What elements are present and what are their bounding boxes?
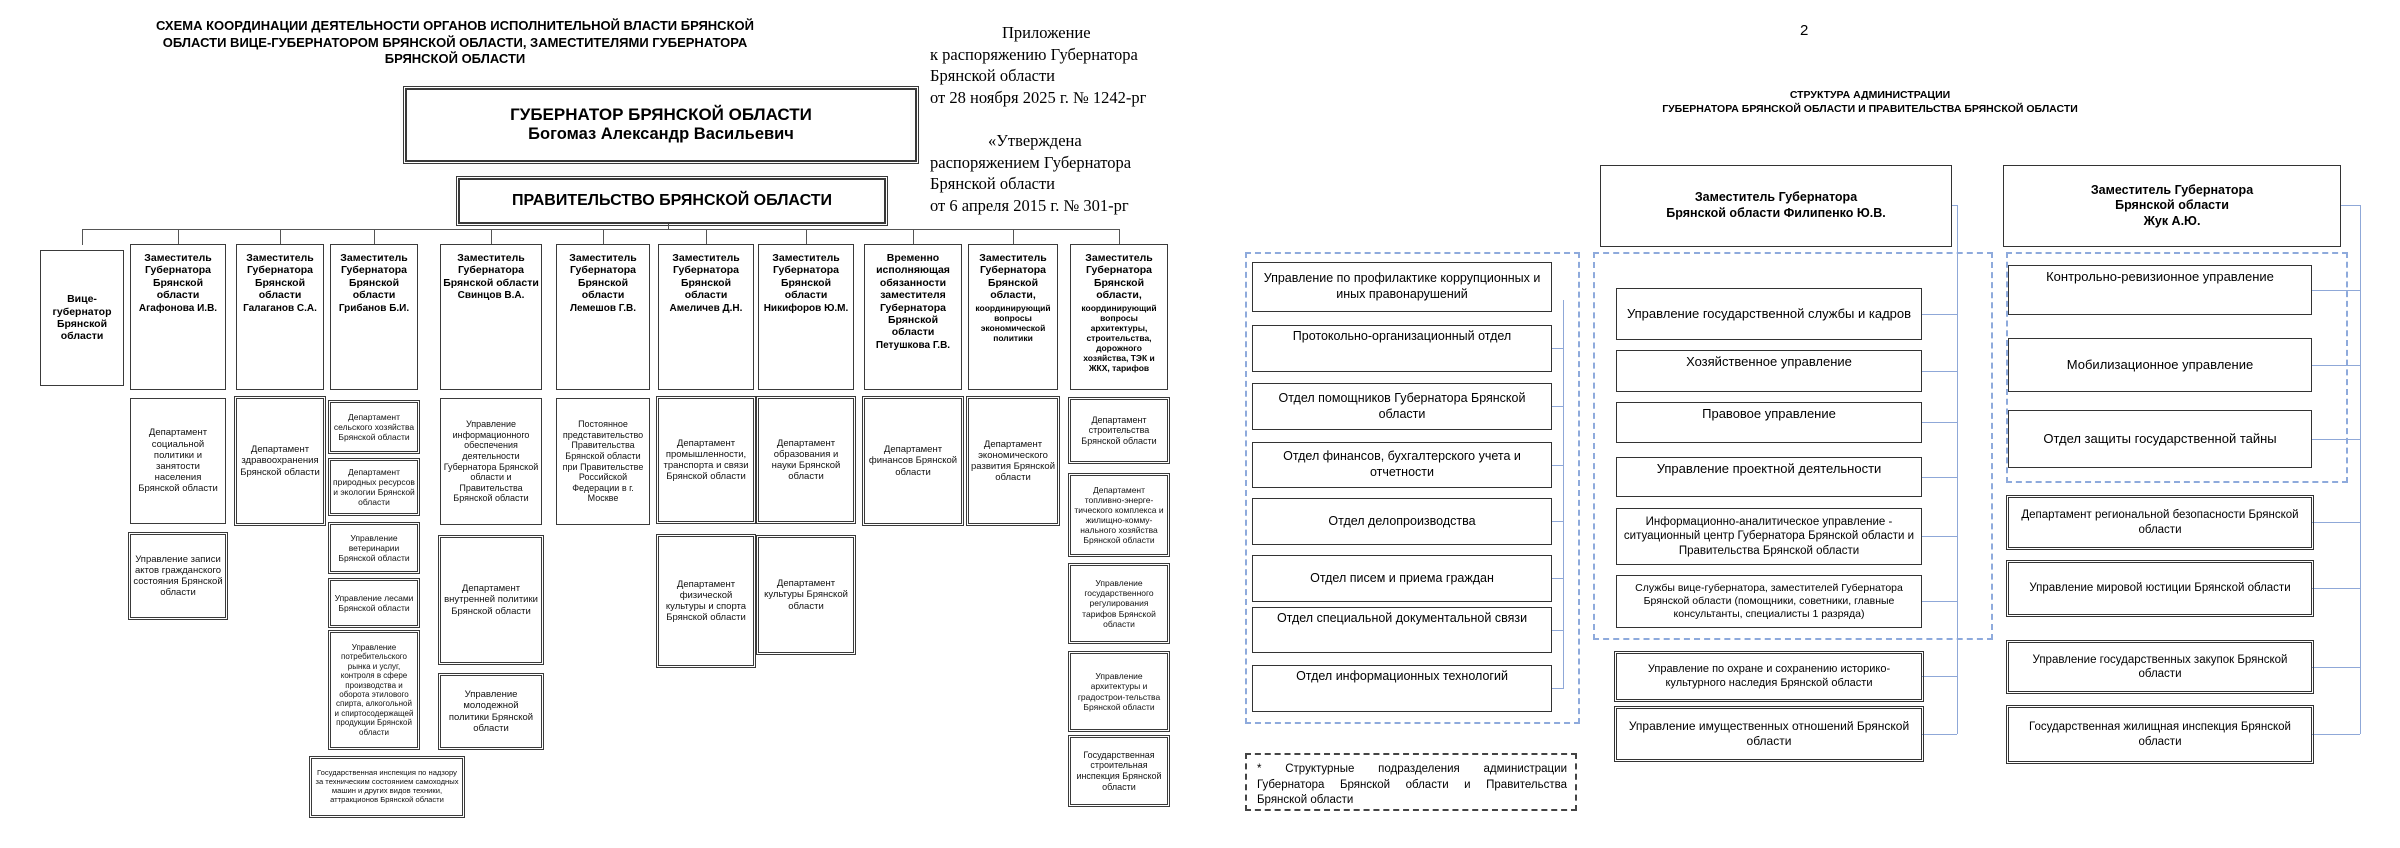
connector-line: [913, 229, 914, 245]
legend-box: [1245, 753, 1577, 811]
deputy-name: Свинцов В.А.: [457, 290, 525, 302]
annex-line: распоряжением Губернатора: [930, 152, 1132, 172]
department-label: Управление потребительского рынка и услуг, контроля в сфере производства и оборота этилового спирта, алкогольной и спиртосодержащей продукции Брянской области: [334, 642, 414, 737]
connector-line: [2341, 205, 2360, 206]
unit-box: [1616, 653, 1922, 700]
deputy-title: Заместитель Губернатора Брянской области,: [1085, 252, 1153, 302]
governor-title: ГУБЕРНАТОР БРЯНСКОЙ ОБЛАСТИ: [510, 105, 812, 125]
department-label: Управление информационного обеспечения деятельности Губернатора Брянской области и Правительства Брянской области: [443, 419, 539, 504]
department-label: Департамент внутренней политики Брянской области: [444, 583, 538, 617]
right-chart-title: [1570, 88, 2170, 116]
deputy-title: Заместитель Губернатора: [2090, 182, 2254, 197]
right-title-line1: СТРУКТУРА АДМИНИСТРАЦИИ: [1789, 89, 1951, 101]
deputy-box-zhuk: [2003, 165, 2341, 247]
unit-label: Правовое управление: [1702, 406, 1836, 421]
unit-box: [2008, 265, 2312, 315]
department-box: [758, 537, 854, 653]
deputy-box-amelichev: [658, 244, 754, 390]
deputy-note: координирующий вопросы экономической политики: [975, 302, 1051, 343]
deputy-title: Заместитель Губернатора Брянской области: [772, 252, 840, 302]
page-number: 2: [1800, 22, 1809, 39]
department-label: Управление ветеринарии Брянской области: [338, 532, 410, 563]
department-box: [330, 460, 418, 514]
connector-line: [806, 229, 807, 245]
department-box: [968, 398, 1058, 524]
admin-unit-box: [1252, 383, 1552, 430]
unit-box: [2008, 410, 2312, 468]
deputy-box-filipenko: [1600, 165, 1952, 247]
department-box: [1070, 737, 1168, 805]
department-box: [1070, 653, 1168, 730]
department-box: [658, 536, 754, 666]
unit-box: [2008, 642, 2312, 692]
connector-line: [491, 229, 492, 245]
connector-line: [2312, 734, 2360, 735]
unit-label: Протокольно-организационный отдел: [1292, 329, 1512, 343]
department-label: Департамент социальной политики и занятости населения Брянской области: [138, 427, 218, 495]
unit-box: [1616, 457, 1922, 497]
department-box: [1070, 565, 1168, 642]
department-label: Департамент топливно-энерге-тического комплекса и жилищно-комму-нального хозяйства Брянской области: [1074, 484, 1164, 546]
left-title-line1: СХЕМА КООРДИНАЦИИ ДЕЯТЕЛЬНОСТИ ОРГАНОВ ИСПОЛНИТЕЛЬНОЙ ВЛАСТИ БРЯНСКОЙ: [156, 18, 754, 33]
unit-box: [1616, 350, 1922, 392]
governor-box: [405, 88, 917, 162]
department-box: [440, 398, 542, 525]
admin-unit-box: [1252, 442, 1552, 488]
deputy-title: Заместитель Губернатора Брянской области: [144, 252, 212, 302]
department-box: [330, 402, 418, 452]
unit-box: [2008, 562, 2312, 615]
unit-label: Мобилизационное управление: [2066, 356, 2254, 372]
deputy-box-architecture: [1070, 244, 1168, 390]
deputy-name: Лемешов Г.В.: [570, 302, 636, 314]
dashed-group-admin-units: [1245, 252, 1580, 724]
annex-note: [930, 22, 1260, 216]
deputy-name: Никифоров Ю.М.: [763, 302, 849, 314]
unit-box: [2008, 497, 2312, 548]
connector-line: [1922, 676, 1957, 677]
connector-line: [1119, 229, 1120, 245]
deputy-name: Амеличев Д.Н.: [669, 302, 743, 314]
department-box: [440, 675, 542, 748]
annex-line: Брянской области: [930, 174, 1056, 193]
deputy-name: Жук А.Ю.: [2143, 213, 2201, 228]
left-title-line2: ОБЛАСТИ ВИЦЕ-ГУБЕРНАТОРОМ БРЯНСКОЙ ОБЛАСТИ, ЗАМЕСТИТЕЛЯМИ ГУБЕРНАТОРА: [162, 34, 748, 50]
admin-unit-box: [1252, 607, 1552, 653]
deputy-box-galaganov: [236, 244, 324, 390]
connector-line: [1922, 734, 1957, 735]
unit-label: Отдел писем и приема граждан: [1310, 570, 1494, 585]
deputy-title: Вице-губернатор Брянской области: [52, 293, 112, 343]
unit-label: Управление проектной деятельности: [1656, 461, 1882, 476]
unit-box: [1616, 402, 1922, 443]
annex-line: от 28 ноября 2025 г. № 1242-рг: [930, 87, 1147, 107]
department-box: [758, 398, 854, 522]
deputy-box-vice-governor: [40, 250, 124, 386]
department-box: [658, 398, 754, 522]
deputy-box-economic-policy: [968, 244, 1058, 390]
department-label: Департамент экономического развития Брянской области: [971, 438, 1056, 484]
department-box: [1070, 475, 1168, 555]
department-box: [330, 524, 418, 572]
unit-label: Отдел информационных технологий: [1296, 669, 1508, 683]
unit-box: [2008, 338, 2312, 392]
department-label: Департамент строительства Брянской области: [1081, 414, 1157, 446]
unit-box: [1616, 708, 1922, 760]
department-label: Управление архитектуры и градострои-тельства Брянской области: [1077, 671, 1161, 712]
left-chart-title: [55, 18, 855, 68]
deputy-title: Заместитель Губернатора Брянской области: [672, 252, 740, 302]
unit-label: Управление государственной службы и кадров: [1626, 305, 1912, 321]
department-label: Департамент физической культуры и спорта Брянской области: [665, 578, 747, 624]
department-label: Постоянное представительство Правительства Брянской области при Правительстве Российской Федерации в г. Москве: [562, 419, 644, 504]
connector-line: [2312, 522, 2360, 523]
admin-unit-box: [1252, 555, 1552, 602]
deputy-title: Заместитель Губернатора Брянской области: [340, 252, 408, 302]
unit-label: Отдел защиты государственной тайны: [2043, 430, 2277, 446]
deputy-box-agafonova: [130, 244, 226, 390]
connector-line: [82, 229, 1120, 230]
connector-line: [178, 229, 179, 245]
annex-gap: [930, 108, 1260, 130]
unit-label: Отдел делопроизводства: [1328, 513, 1476, 528]
annex-line: Приложение: [1002, 23, 1091, 42]
deputy-title: Заместитель Губернатора Брянской области: [246, 252, 314, 302]
unit-label: Управление по профилактике коррупционных и иных правонарушений: [1263, 271, 1541, 301]
deputy-title: Заместитель Губернатора Брянской области,: [979, 252, 1047, 302]
unit-box: [1616, 575, 1922, 628]
deputy-box-lemeshov: [556, 244, 650, 390]
right-title-line2: ГУБЕРНАТОРА БРЯНСКОЙ ОБЛАСТИ И ПРАВИТЕЛЬСТВА БРЯНСКОЙ ОБЛАСТИ: [1662, 103, 2078, 115]
government-label: ПРАВИТЕЛЬСТВО БРЯНСКОЙ ОБЛАСТИ: [511, 191, 833, 209]
deputy-title: Временно исполняющая обязанности заместителя Губернатора Брянской области: [876, 252, 950, 339]
department-box: [130, 534, 226, 618]
deputy-note: координирующий вопросы архитектуры, строительства, дорожного хозяйства, ТЭК и ЖКХ, тарифов: [1081, 302, 1157, 373]
admin-unit-box: [1252, 262, 1552, 312]
department-label: Департамент природных ресурсов и экологии Брянской области: [333, 466, 415, 508]
department-label: Государственная строительная инспекция Брянской области: [1076, 749, 1162, 792]
department-box: [1070, 399, 1168, 462]
unit-label: Государственная жилищная инспекция Брянской области: [2028, 721, 2291, 748]
connector-line: [603, 229, 604, 245]
deputy-name: Петушкова Г.В.: [875, 339, 951, 351]
department-box: [330, 580, 418, 626]
department-label: Управление молодежной политики Брянской области: [448, 689, 534, 734]
connector-line: [374, 229, 375, 245]
department-label: Департамент культуры Брянской области: [764, 578, 848, 612]
connector-line: [2312, 667, 2360, 668]
department-box: [440, 537, 542, 663]
deputy-box-nikiforov: [758, 244, 854, 390]
unit-label: Департамент региональной безопасности Брянской области: [2021, 509, 2299, 536]
deputy-title2: Брянской области: [2115, 198, 2229, 213]
department-box: [864, 398, 962, 524]
unit-label: Службы вице-губернатора, заместителей Губернатора Брянской области (помощники, советники, главные консультанты, специалисты 1 разряда): [1635, 581, 1903, 621]
unit-label: Хозяйственное управление: [1686, 354, 1852, 369]
department-box: [556, 398, 650, 525]
annex-line: к распоряжению Губернатора: [930, 44, 1138, 64]
left-title-line3: БРЯНСКОЙ ОБЛАСТИ: [384, 51, 526, 66]
unit-box: [1616, 288, 1922, 340]
unit-label: Контрольно-ревизионное управление: [2046, 269, 2274, 284]
department-label: Департамент промышленности, транспорта и связи Брянской области: [663, 437, 749, 483]
deputy-box-svintsov: [440, 244, 542, 390]
deputy-title: Заместитель Губернатора: [1694, 190, 1858, 205]
deputy-name: Брянской области Филипенко Ю.В.: [1666, 206, 1886, 220]
deputy-title: Заместитель Губернатора Брянской области: [569, 252, 637, 302]
connector-line: [706, 229, 707, 245]
admin-unit-box: [1252, 498, 1552, 545]
department-label: Департамент финансов Брянской области: [868, 444, 958, 478]
department-box: [130, 398, 226, 524]
department-box: [330, 632, 418, 748]
department-label: Управление государственного регулирования тарифов Брянской области: [1082, 578, 1156, 629]
admin-unit-box: [1252, 325, 1552, 372]
unit-box: [1616, 508, 1922, 565]
department-label: Департамент сельского хозяйства Брянской области: [333, 411, 415, 442]
deputy-title: Заместитель Губернатора Брянской области: [443, 252, 539, 289]
connector-line: [1013, 229, 1014, 245]
legend-text: * Структурные подразделения администрации Губернатора Брянской области и Правительства Брянской области: [1257, 763, 1567, 807]
department-label: Департамент здравоохранения Брянской области: [240, 444, 320, 478]
connector-line: [2360, 205, 2361, 734]
governor-name: Богомаз Александр Васильевич: [528, 125, 794, 144]
unit-label: Управление по охране и сохранению историко-культурного наследия Брянской области: [1647, 662, 1891, 689]
deputy-box-petushkova: [864, 244, 962, 390]
unit-label: Управление государственных закупок Брянской области: [2032, 653, 2288, 680]
annex-line: «Утверждена: [988, 131, 1082, 150]
deputy-name: Галаганов С.А.: [243, 302, 317, 314]
deputy-name: Грибанов Б.И.: [338, 302, 410, 314]
department-box: [236, 398, 324, 524]
annex-line: Брянской области: [930, 66, 1056, 85]
department-label: Департамент образования и науки Брянской области: [771, 437, 841, 483]
admin-unit-box: [1252, 665, 1552, 712]
annex-line: от 6 апреля 2015 г. № 301-рг: [930, 195, 1129, 215]
unit-label: Отдел помощников Губернатора Брянской области: [1278, 390, 1526, 421]
deputy-box-gribanov: [330, 244, 418, 390]
unit-box: [2008, 707, 2312, 762]
deputy-name: Агафонова И.В.: [138, 302, 218, 314]
unit-label: Отдел финансов, бухгалтерского учета и отчетности: [1283, 449, 1521, 479]
department-label: Управление лесами Брянской области: [334, 592, 414, 613]
connector-line: [280, 229, 281, 245]
department-label: Государственная инспекция по надзору за техническим состоянием самоходных машин и других видов техники, аттракционов Брянской области: [315, 768, 459, 804]
connector-line: [2312, 588, 2360, 589]
unit-label: Управление имущественных отношений Брянской области: [1628, 719, 1910, 748]
unit-label: Отдел специальной документальной связи: [1276, 611, 1528, 625]
connector-line: [82, 229, 83, 245]
unit-label: Управление мировой юстиции Брянской области: [2029, 582, 2291, 595]
unit-label: Информационно-аналитическое управление - ситуационный центр Губернатора Брянской области и Правительства Брянской области: [1623, 515, 1915, 557]
department-label: Управление записи актов гражданского состояния Брянской области: [133, 553, 223, 599]
department-box-wide: [311, 758, 463, 816]
government-box: [458, 178, 886, 224]
